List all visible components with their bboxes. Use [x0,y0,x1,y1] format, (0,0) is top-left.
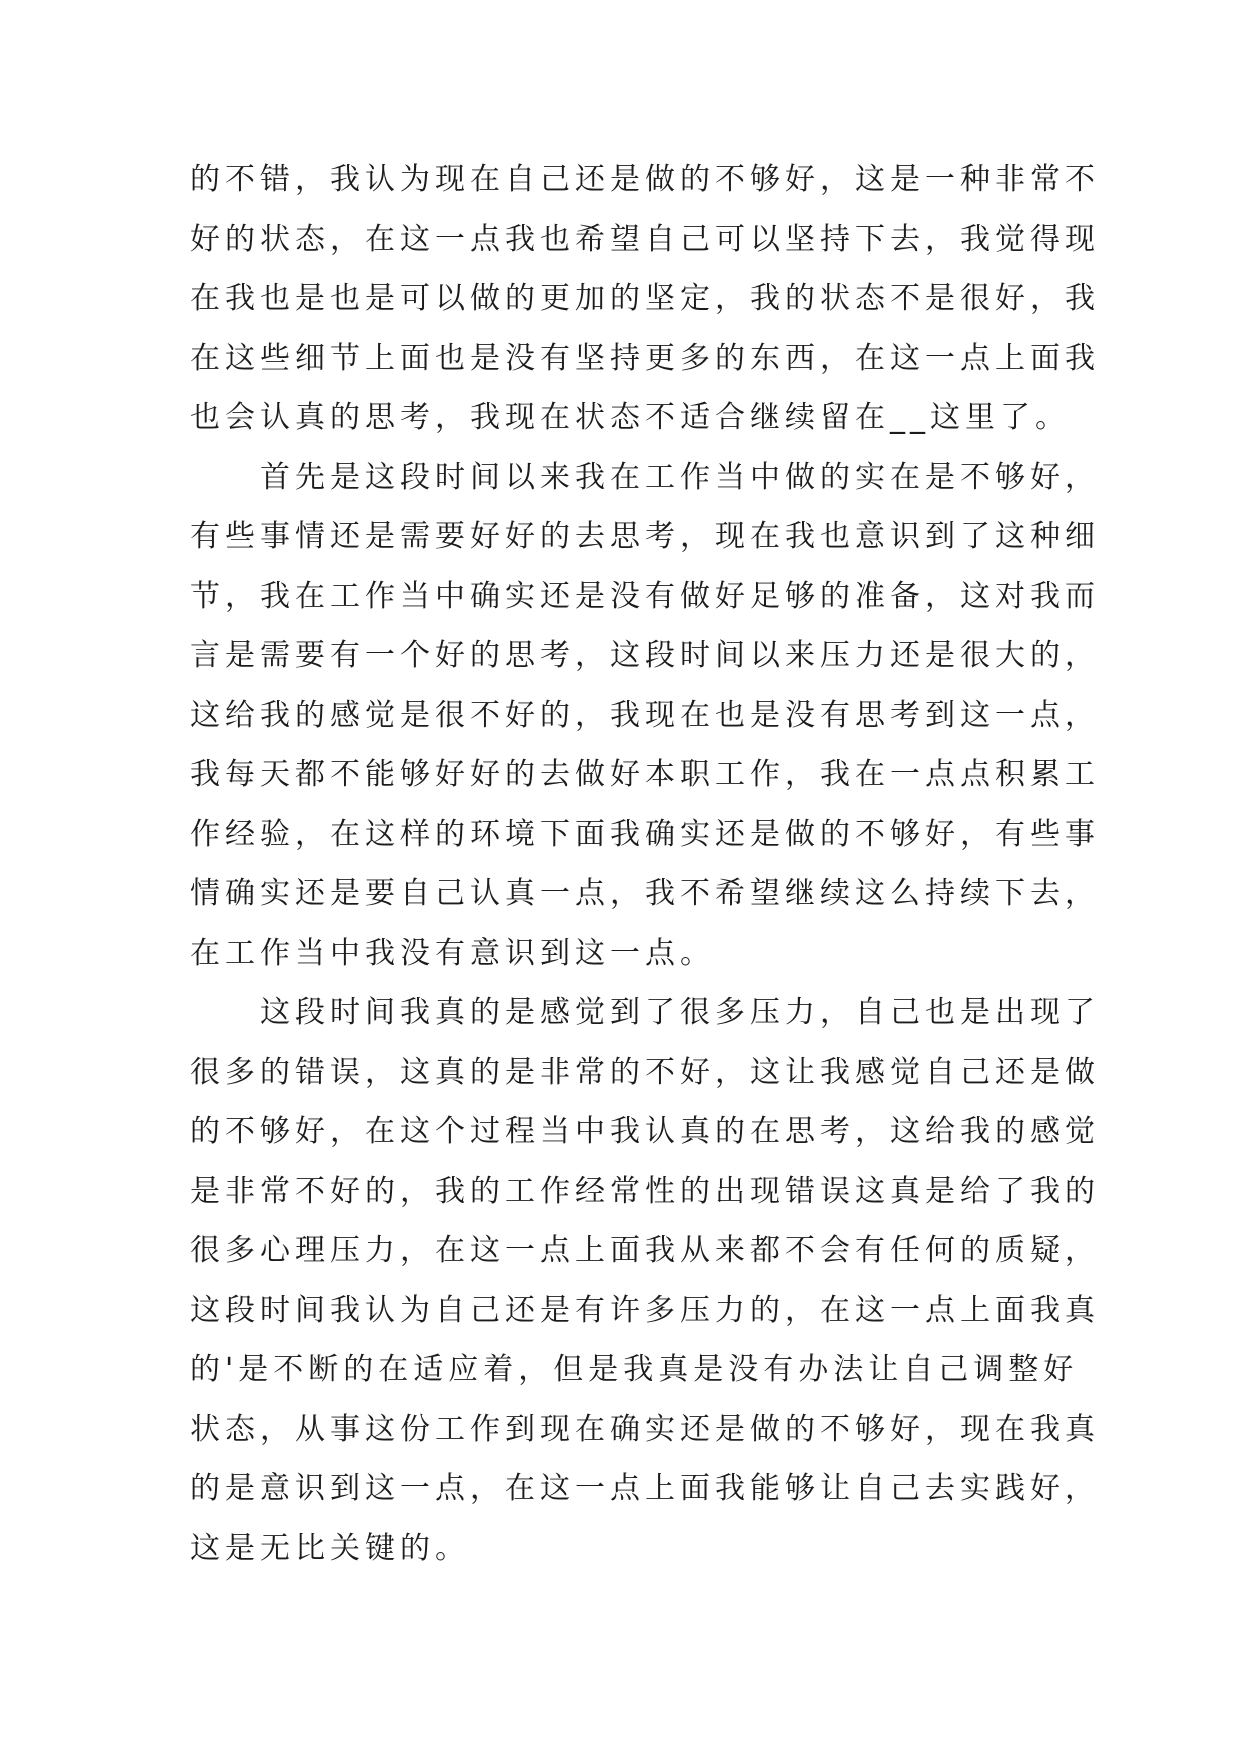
text-line-6: 首先是这段时间以来我在工作当中做的实在是不够好， [190,459,1100,495]
text-line-7: 有些事情还是需要好好的去思考，现在我也意识到了这种细 [190,519,1100,554]
text-line-15: 这段时间我真的是感觉到了很多压力，自己也是出现了 [190,995,1100,1030]
text-line-1: 的不错，我认为现在自己还是做的不够好，这是一种非常不 [190,162,1100,197]
text-line-2: 好的状态，在这一点我也希望自己可以坚持下去，我觉得现 [190,221,1100,257]
text-line-19: 很多心理压力，在这一点上面我从来都不会有任何的质疑， [190,1233,1100,1268]
text-line-16: 很多的错误，这真的是非常的不好，这让我感觉自己还是做 [190,1054,1100,1090]
text-line-14: 在工作当中我没有意识到这一点。 [190,935,715,971]
text-line-10: 这给我的感觉是很不好的，我现在也是没有思考到这一点， [190,697,1100,733]
text-line-21: 的'是不断的在适应着，但是我真是没有办法让自己调整好 [190,1352,1079,1387]
text-line-13: 情确实还是要自己认真一点，我不希望继续这么持续下去， [190,876,1100,911]
text-line-20: 这段时间我认为自己还是有许多压力的，在这一点上面我真 [190,1292,1100,1328]
text-line-18: 是非常不好的，我的工作经常性的出现错误这真是给了我的 [190,1173,1100,1209]
text-line-11: 我每天都不能够好好的去做好本职工作，我在一点点积累工 [190,757,1100,792]
text-line-3: 在我也是也是可以做的更加的坚定，我的状态不是很好，我 [190,281,1100,316]
text-line-12: 作经验，在这样的环境下面我确实还是做的不够好，有些事 [190,816,1100,852]
text-line-23: 的是意识到这一点，在这一点上面我能够让自己去实践好， [190,1471,1100,1506]
text-line-22: 状态，从事这份工作到现在确实还是做的不够好，现在我真 [190,1411,1100,1447]
text-line-9: 言是需要有一个好的思考，这段时间以来压力还是很大的， [190,638,1100,673]
document-body [190,150,1100,1578]
text-line-17: 的不够好，在这个过程当中我认真的在思考，这给我的感觉 [190,1114,1100,1149]
text-line-24: 这是无比关键的。 [190,1530,470,1566]
text-line-5: 也会认真的思考，我现在状态不适合继续留在__这里了。 [190,400,1070,435]
text-line-4: 在这些细节上面也是没有坚持更多的东西，在这一点上面我 [190,340,1100,376]
text-line-8: 节，我在工作当中确实还是没有做好足够的准备，这对我而 [190,578,1100,614]
